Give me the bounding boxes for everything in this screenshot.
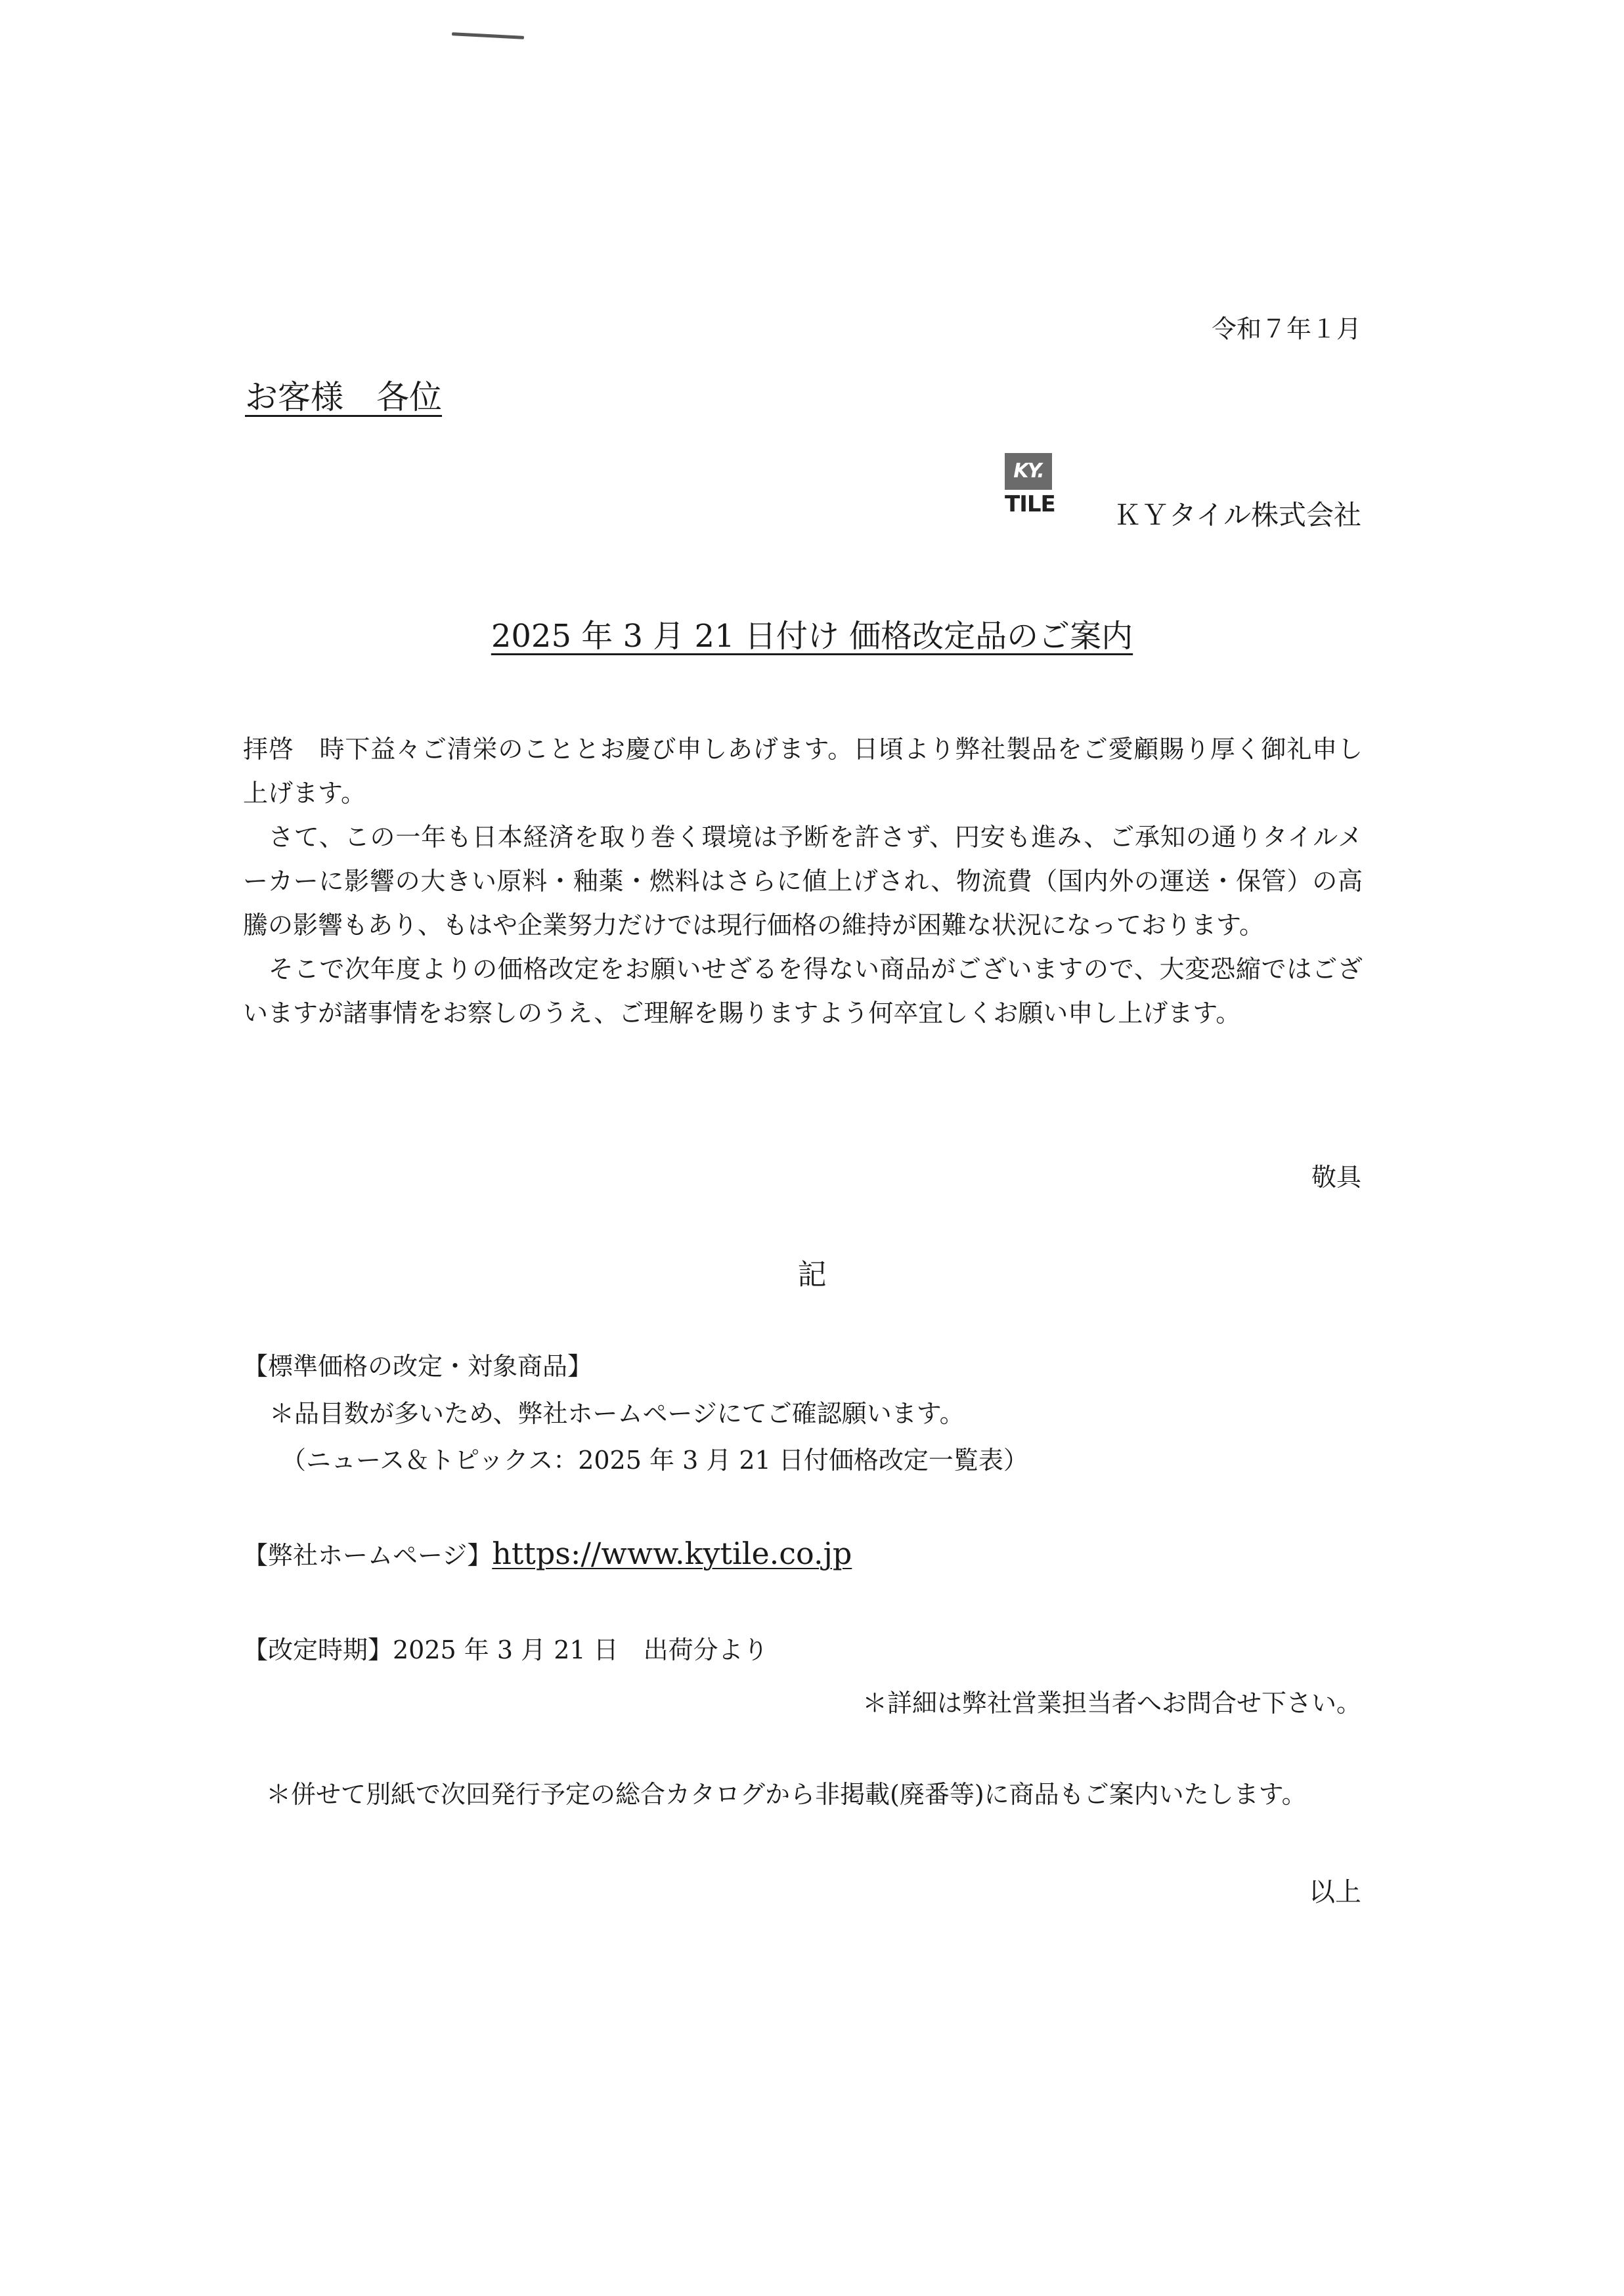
document-title-text: 2025 年 3 月 21 日付け 価格改定品のご案内 xyxy=(491,618,1133,655)
timing-note: ＊詳細は弊社営業担当者へお問合せ下さい。 xyxy=(862,1689,1361,1718)
logo-subtext: TILE xyxy=(1005,491,1055,517)
target-reference: （ニュース＆トピックス：2025 年 3 月 21 日付価格改定一覧表） xyxy=(281,1446,1028,1475)
homepage-link[interactable]: https://www.kytile.co.jp xyxy=(492,1536,852,1571)
ki-heading: 記 xyxy=(797,1258,827,1291)
document-title xyxy=(0,611,1624,656)
end-mark: 以上 xyxy=(1309,1877,1361,1907)
letter-body xyxy=(243,727,1363,1035)
target-note: ＊品目数が多いため、弊社ホームページにてご確認願います。 xyxy=(269,1399,965,1428)
company-name: ＫＹタイル株式会社 xyxy=(1113,499,1361,531)
logo-mark: KY. xyxy=(1005,453,1052,490)
target-heading: 【標準価格の改定・対象商品】 xyxy=(243,1352,593,1381)
homepage-line xyxy=(243,1535,852,1571)
scan-mark xyxy=(452,32,524,39)
revision-timing: 【改定時期】2025 年 3 月 21 日 出荷分より xyxy=(243,1635,768,1664)
company-logo xyxy=(1005,453,1055,517)
paragraph-situation: さて、この一年も日本経済を取り巻く環境は予断を許さず、円安も進み、ご承知の通りタイルメーカーに影響の大きい原料・釉薬・燃料はさらに値上げされ、物流費（国内外の運送・保管）の高騰の影響もあり、もはや企業努力だけでは現行価格の維持が困難な状況になっております。 xyxy=(243,823,1363,940)
closing-word: 敬具 xyxy=(1311,1163,1361,1192)
recipient: お客様 各位 xyxy=(245,378,442,416)
paragraph-greeting: 拝啓 時下益々ご清栄のこととお慶び申しあげます。日頃より弊社製品をご愛顧賜り厚く御礼申し上げます。 xyxy=(243,735,1363,808)
catalog-note: ＊併せて別紙で次回発行予定の総合カタログから非掲載(廃番等)に商品もご案内いたします。 xyxy=(266,1780,1307,1809)
letter-date: 令和７年１月 xyxy=(1211,314,1361,343)
homepage-label: 【弊社ホームページ】 xyxy=(243,1541,493,1570)
paragraph-request: そこで次年度よりの価格改定をお願いせざるを得ない商品がございますので、大変恐縮ではございますが諸事情をお察しのうえ、ご理解を賜りますよう何卒宜しくお願い申し上げます。 xyxy=(243,955,1363,1028)
